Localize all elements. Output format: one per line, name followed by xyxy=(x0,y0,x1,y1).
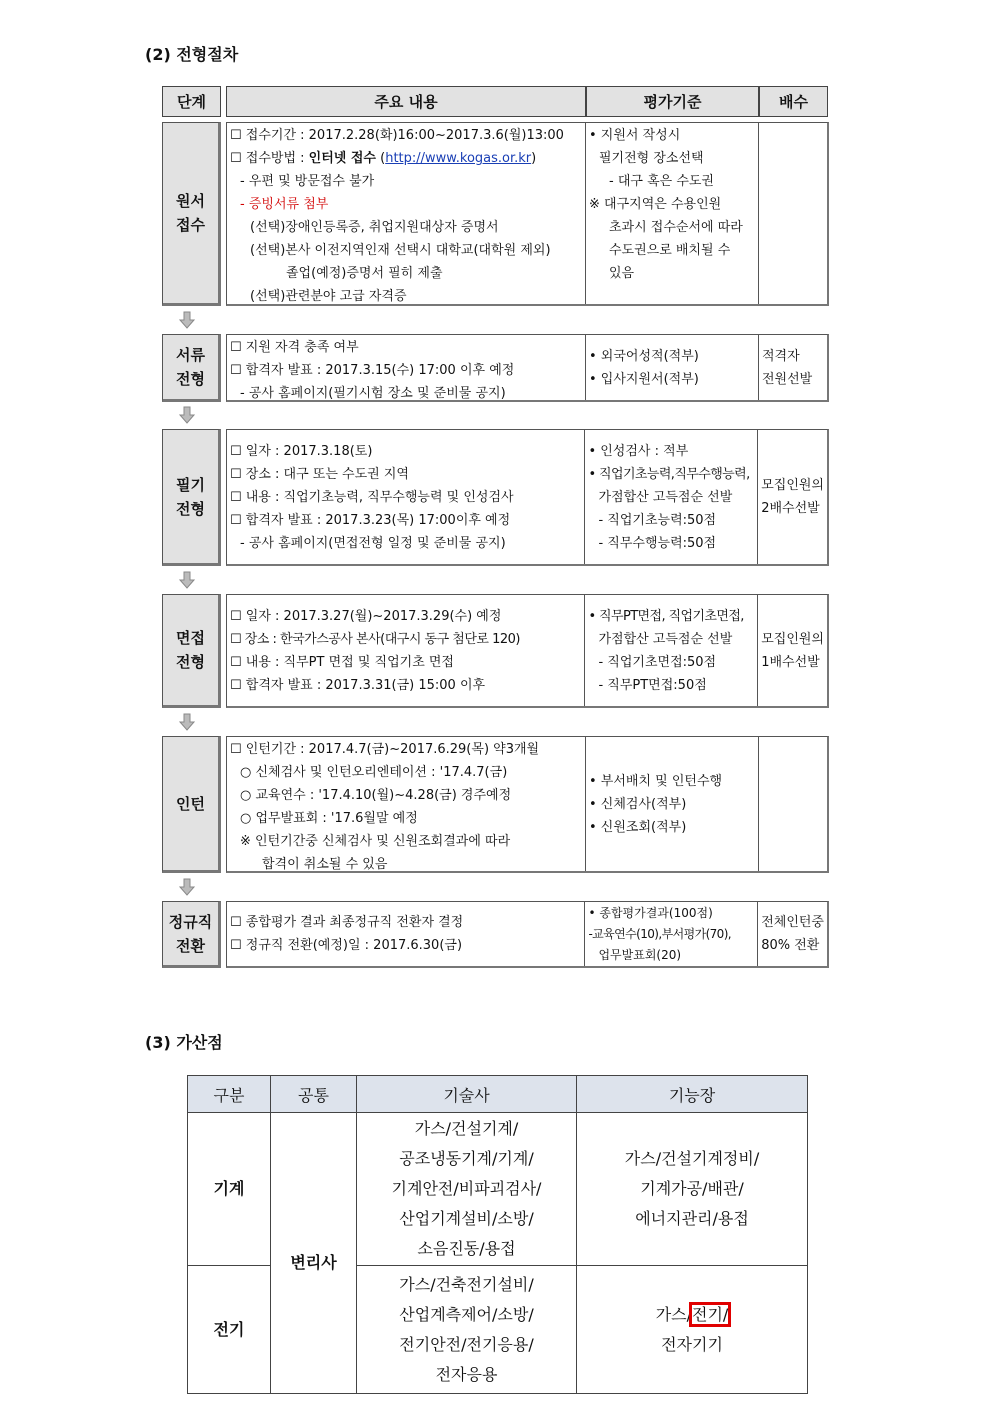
stage-content xyxy=(227,595,585,706)
stage-ratio xyxy=(759,335,827,400)
stage-body-conversion xyxy=(226,901,829,968)
ratio-line: 1배수선발 xyxy=(761,654,820,670)
content-line: ☐ 장소 : 대구 또는 수도권 지역 xyxy=(230,466,409,482)
eval-line: - 직업기초능력:50점 xyxy=(598,512,717,528)
content-line: ○ 신체검사 및 인턴오리엔테이션 : '17.4.7(금) xyxy=(240,765,508,780)
stage-eval xyxy=(586,123,759,304)
content-line: ☐ 정규직 전환(예정)일 : 2017.6.30(금) xyxy=(230,938,463,953)
stage-label-application xyxy=(162,122,221,306)
gineungjang-cell xyxy=(577,1113,808,1266)
stage-body-interview xyxy=(226,594,829,708)
cell-line: 공조냉동기계/기계/ xyxy=(399,1149,534,1168)
ratio-line: 모집인원의 xyxy=(761,478,824,493)
eval-line: • 신체검사(적부) xyxy=(589,796,687,812)
stage-content xyxy=(227,737,586,871)
content-line: ☐ 접수방법 : 인터넷 접수 (http://www.kogas.or.kr) xyxy=(230,151,537,166)
down-arrow-icon xyxy=(178,878,196,896)
ratio-line: 80% 전환 xyxy=(761,938,820,953)
cell-line: 산업계측제어/소방/ xyxy=(399,1304,534,1324)
col-header-common: 공통 xyxy=(271,1076,357,1113)
cell-line: 기계가공/배관/ xyxy=(640,1179,744,1198)
header-content: 주요 내용 xyxy=(226,86,586,117)
eval-line: 있음 xyxy=(609,266,635,281)
cell-line: 전기안전/전기응용/ xyxy=(399,1334,534,1354)
content-line: ☐ 접수기간 : 2017.2.28(화)16:00~2017.3.6(월)13:00 xyxy=(230,128,564,143)
content-line: - 공사 홈페이지(면접전형 일정 및 준비물 공지) xyxy=(240,535,506,551)
content-line: ○ 업무발표회 : '17.6월말 예정 xyxy=(240,811,418,826)
stage-ratio xyxy=(758,595,827,706)
stage-label-conversion xyxy=(162,901,221,968)
content-line: ☐ 일자 : 2017.3.18(토) xyxy=(230,443,373,459)
cell-line xyxy=(578,1300,806,1330)
content-line: ☐ 합격자 발표 : 2017.3.31(금) 15:00 이후 xyxy=(230,677,486,693)
stage-content xyxy=(227,430,585,564)
eval-line: -교육연수(10),부서평가(70), xyxy=(588,926,732,941)
stage-label-line: 면접 xyxy=(176,629,205,647)
row-category: 기계 xyxy=(188,1113,271,1266)
eval-line: • 직무PT면접, 직업기초면접, xyxy=(588,608,744,624)
content-line: ☐ 합격자 발표 : 2017.3.23(목) 17:00이후 예정 xyxy=(230,512,511,528)
content-line: ☐ 합격자 발표 : 2017.3.15(수) 17:00 이후 예정 xyxy=(230,363,515,378)
eval-line: - 직무PT면접:50점 xyxy=(598,677,707,693)
eval-line: ※ 대구지역은 수용인원 xyxy=(589,197,722,212)
eval-line: • 직업기초능력,직무수행능력, xyxy=(588,466,750,482)
cell-line: 에너지관리/용접 xyxy=(635,1209,749,1228)
down-arrow-icon xyxy=(178,571,196,589)
cell-line: 전자응용 xyxy=(435,1364,498,1384)
header-eval: 평가기준 xyxy=(586,86,759,117)
eval-line: • 신원조회(적부) xyxy=(589,819,687,835)
eval-line: 수도권으로 배치될 수 xyxy=(609,243,731,258)
col-header-gisulsa: 기술사 xyxy=(357,1076,577,1113)
bonus-table xyxy=(187,1075,808,1394)
content-line: ☐ 장소 : 한국가스공사 본사(대구시 동구 첨단로 120) xyxy=(230,631,520,647)
eval-line: - 직무수행능력:50점 xyxy=(598,535,717,551)
eval-line: - 대구 혹은 수도권 xyxy=(609,174,714,189)
content-line: ☐ 종합평가 결과 최종정규직 전환자 결정 xyxy=(230,915,464,930)
stage-label-line: 필기 xyxy=(176,475,205,494)
down-arrow-icon xyxy=(178,311,196,329)
cell-line: 기계안전/비파괴검사/ xyxy=(391,1179,542,1198)
stage-ratio xyxy=(758,430,827,564)
stage-content xyxy=(227,123,586,304)
col-header-category: 구분 xyxy=(188,1076,271,1113)
row-category: 전기 xyxy=(188,1266,271,1394)
stage-eval xyxy=(585,902,758,966)
stage-label-line: 정규직 xyxy=(168,912,213,931)
header-stage: 단계 xyxy=(162,86,221,117)
gisulsa-cell xyxy=(357,1266,577,1394)
content-line: - 우편 및 방문접수 불가 xyxy=(240,174,375,189)
down-arrow-icon xyxy=(178,406,196,424)
cell-line: 소음진동/용접 xyxy=(417,1239,516,1258)
cell-text: 가스/ xyxy=(655,1304,692,1324)
stage-label-line: 서류 xyxy=(176,346,205,364)
header-ratio: 배수 xyxy=(759,86,828,117)
stage-ratio xyxy=(759,123,827,304)
common-cell: 변리사 xyxy=(271,1113,357,1394)
col-header-gineungjang: 기능장 xyxy=(577,1076,808,1113)
content-line: ※ 인턴기간중 신체검사 및 신원조회결과에 따라 xyxy=(240,834,511,849)
ratio-line: 전원선발 xyxy=(762,371,813,387)
content-line: ☐ 내용 : 직무PT 면접 및 직업기초 면접 xyxy=(230,654,454,670)
stage-body-intern xyxy=(226,736,829,873)
stage-body-application xyxy=(226,122,829,306)
stage-ratio xyxy=(758,902,827,966)
content-line: (선택)관련분야 고급 자격증 xyxy=(250,289,407,304)
stage-label-document xyxy=(162,334,221,402)
eval-line: 가점합산 고득점순 선발 xyxy=(598,489,733,505)
stage-eval xyxy=(585,430,758,564)
table-row xyxy=(188,1113,808,1266)
stage-label-line: 접수 xyxy=(176,216,205,234)
section-heading-procedure: (2) 전형절차 xyxy=(145,45,239,64)
stage-eval xyxy=(586,335,759,400)
gisulsa-cell xyxy=(357,1113,577,1266)
stage-label-line: 전형 xyxy=(176,370,205,388)
down-arrow-icon xyxy=(178,713,196,731)
highlighted-text: 전기/ xyxy=(692,1304,729,1324)
gineungjang-cell xyxy=(577,1266,808,1394)
stage-label-line: 인턴 xyxy=(176,794,205,813)
stage-label-line: 전환 xyxy=(176,936,205,955)
eval-line: • 입사지원서(적부) xyxy=(589,371,699,387)
stage-ratio xyxy=(759,737,827,871)
eval-line: - 직업기초면접:50점 xyxy=(598,654,717,670)
eval-line: 필기전형 장소선택 xyxy=(599,151,704,166)
ratio-line: 2배수선발 xyxy=(761,501,820,516)
eval-line: 초과시 접수순서에 따라 xyxy=(609,220,743,235)
stage-label-written xyxy=(162,429,221,566)
content-line: 합격이 취소될 수 있음 xyxy=(262,857,388,872)
cell-line: 산업기계설비/소방/ xyxy=(399,1209,534,1228)
stage-body-document xyxy=(226,334,829,402)
content-line: ☐ 일자 : 2017.3.27(월)~2017.3.29(수) 예정 xyxy=(230,608,502,624)
stage-content xyxy=(227,902,585,966)
ratio-line: 전체인턴중 xyxy=(761,915,824,930)
stage-eval xyxy=(586,737,759,871)
eval-line: 업무발표회(20) xyxy=(598,947,682,962)
eval-line: • 외국어성적(적부) xyxy=(589,348,699,364)
eval-line: • 지원서 작성시 xyxy=(589,128,681,143)
eval-line: • 인성검사 : 적부 xyxy=(588,443,689,459)
content-line: ☐ 내용 : 직업기초능력, 직무수행능력 및 인성검사 xyxy=(230,489,514,505)
ratio-line: 적격자 xyxy=(762,348,800,364)
stage-body-written xyxy=(226,429,829,566)
section-heading-bonus: (3) 가산점 xyxy=(145,1033,223,1052)
content-line: 졸업(예정)증명서 필히 제출 xyxy=(286,266,443,281)
stage-content xyxy=(227,335,586,400)
content-line: ○ 교육연수 : '17.4.10(월)~4.28(금) 경주예정 xyxy=(240,788,512,803)
stage-label-intern xyxy=(162,736,221,873)
content-line: (선택)장애인등록증, 취업지원대상자 증명서 xyxy=(250,220,499,235)
stage-label-line: 전형 xyxy=(176,499,205,518)
ratio-line: 모집인원의 xyxy=(761,631,824,647)
stage-eval xyxy=(585,595,758,706)
eval-line: • 종합평가결과(100점) xyxy=(588,905,713,920)
content-line: ☐ 지원 자격 충족 여부 xyxy=(230,340,359,355)
eval-line: 가점합산 고득점순 선발 xyxy=(598,631,733,647)
content-line: - 증빙서류 첨부 xyxy=(240,197,329,212)
stage-label-line: 원서 xyxy=(176,192,205,210)
table-header-row xyxy=(188,1076,808,1113)
eval-line: • 부서배치 및 인턴수행 xyxy=(589,773,723,789)
content-line: ☐ 인턴기간 : 2017.4.7(금)~2017.6.29(목) 약3개월 xyxy=(230,742,540,757)
content-line: (선택)본사 이전지역인재 선택시 대학교(대학원 제외) xyxy=(250,243,551,258)
cell-line: 가스/건축전기설비/ xyxy=(399,1274,534,1294)
cell-line: 가스/건설기계/ xyxy=(414,1119,519,1138)
stage-label-interview xyxy=(162,594,221,708)
content-line: - 공사 홈페이지(필기시험 장소 및 준비물 공지) xyxy=(240,386,506,401)
stage-label-line: 전형 xyxy=(176,653,205,671)
cell-line: 가스/건설기계정비/ xyxy=(624,1149,760,1168)
cell-line: 전자기기 xyxy=(661,1334,723,1354)
